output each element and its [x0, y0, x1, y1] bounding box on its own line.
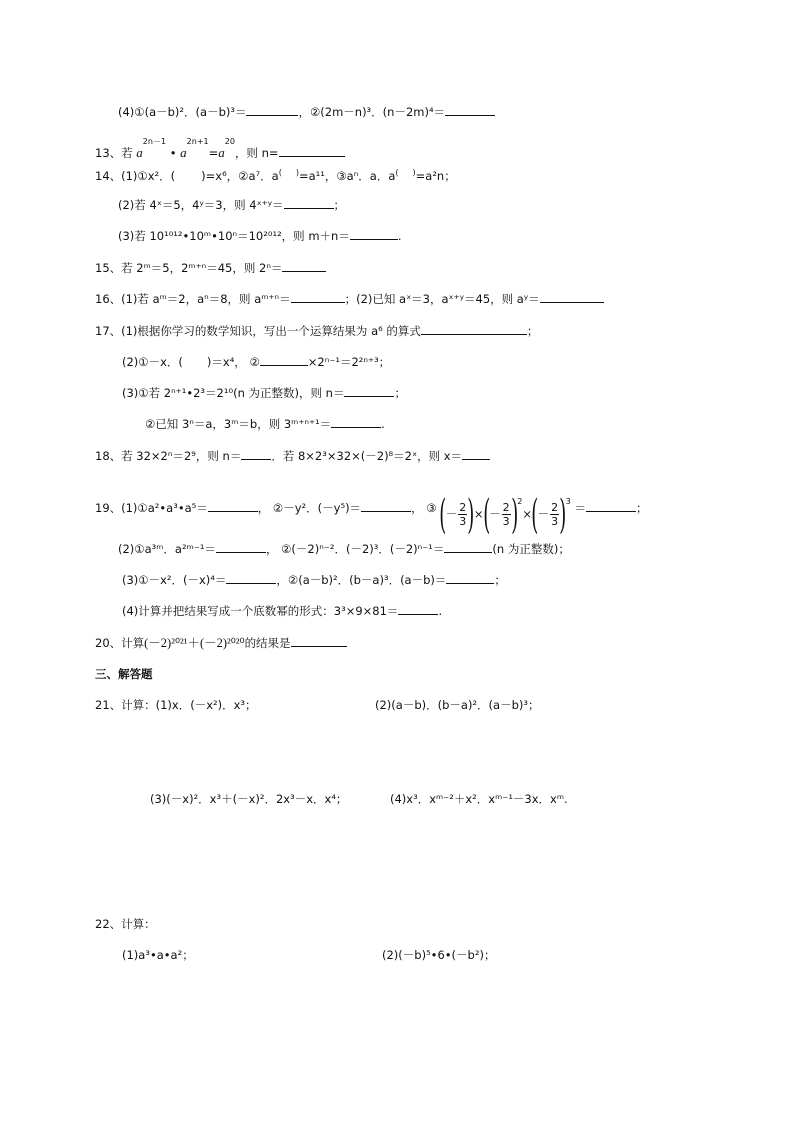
- question-19-part3: (3)①－x²．(－x)⁴＝ ，②(a－b)²．(b－a)³．(a－b)＝ ；: [122, 573, 506, 587]
- answer-blank[interactable]: [284, 197, 334, 209]
- answer-blank[interactable]: [331, 416, 381, 428]
- question-18: 18、若 32×2ⁿ＝2⁹，则 n＝ ．若 8×2³×32×(－2)⁸＝2ˣ，则 x＝: [95, 448, 490, 463]
- answer-blank[interactable]: [350, 228, 398, 240]
- answer-blank[interactable]: [421, 323, 527, 335]
- question-14-part3: (3)若 10¹⁰¹²•10ᵐ•10ⁿ＝10²⁰¹²，则 m＋n＝ .: [118, 229, 402, 243]
- question-20: 20、计算(－2)²⁰²¹＋(－2)²⁰²⁰的结果是: [95, 635, 347, 650]
- question-19-part1: 19、(1)①a²•a³•a⁵＝ ， ②－y²．(－y⁵)＝ ， ③ (－ $\frac{2}{3}$ )×(－ $\frac{2}{3}$ )$^2$×(－ $\frac{2}{3}$ )$^3$ ＝ ；: [95, 482, 647, 535]
- q12-part4: (4)①(a－b)²．(a－b)³＝ ，②(2m－n)³．(n－2m)⁴＝: [118, 104, 495, 119]
- section-3-heading: 三、解答题: [95, 667, 153, 681]
- answer-blank[interactable]: [398, 603, 438, 615]
- question-22: 22、计算：: [95, 917, 156, 931]
- question-14-part2: (2)若 4ˣ＝5，4ʸ＝3，则 4ˣ⁺ʸ＝ ；: [118, 198, 346, 212]
- answer-blank[interactable]: [282, 260, 326, 272]
- question-14-part1: 14、(1)①x²．( )=x⁶，②a⁷．a( )=a¹¹，③aⁿ．a．a( )=a²n；: [95, 168, 456, 183]
- question-17-part1: 17、(1)根据你学习的数学知识，写出一个运算结果为 a⁶ 的算式 ；: [95, 324, 539, 338]
- answer-blank[interactable]: [445, 104, 495, 116]
- answer-blank[interactable]: [260, 354, 308, 366]
- question-17-part4: ②已知 3ⁿ＝a，3ᵐ＝b，则 3ᵐ⁺ⁿ⁺¹＝ .: [145, 417, 385, 431]
- answer-blank[interactable]: [361, 500, 411, 512]
- question-13: 13、若 $a^{2n-1}$ • $a^{2n+1}=a^{20}$，则 n=: [95, 135, 345, 160]
- answer-blank[interactable]: [208, 500, 258, 512]
- fraction-expression: (－ $\frac{2}{3}$ )×(－ $\frac{2}{3}$ )$^2$×(－ $\frac{2}{3}$ )$^3$: [439, 491, 571, 538]
- answer-blank[interactable]: [216, 541, 266, 553]
- answer-blank[interactable]: [586, 500, 636, 512]
- answer-blank[interactable]: [344, 385, 394, 397]
- answer-blank[interactable]: [246, 104, 298, 116]
- question-19-part2: (2)①a³ᵐ．a²ᵐ⁻¹＝ ， ②(－2)ⁿ⁻²．(－2)³．(－2)ⁿ⁻¹＝ (n 为正整数)；: [118, 542, 570, 556]
- answer-blank[interactable]: [444, 541, 492, 553]
- answer-blank[interactable]: [226, 572, 276, 584]
- answer-blank[interactable]: [291, 291, 345, 303]
- question-19-part4: (4)计算并把结果写成一个底数幂的形式：3³×9×81＝ .: [122, 604, 443, 618]
- answer-blank[interactable]: [540, 291, 604, 303]
- question-17-part3: (3)①若 2ⁿ⁺¹•2³＝2¹⁰(n 为正整数)，则 n＝ ；: [122, 386, 406, 400]
- answer-blank[interactable]: [462, 448, 490, 460]
- answer-blank[interactable]: [446, 572, 494, 584]
- question-15: 15、若 2ᵐ＝5，2ᵐ⁺ⁿ＝45，则 2ⁿ＝: [95, 260, 326, 275]
- answer-blank[interactable]: [241, 448, 271, 460]
- answer-blank[interactable]: [291, 635, 347, 647]
- answer-blank[interactable]: [279, 145, 345, 157]
- question-17-part2: (2)①－x．( )＝x⁴， ② ×2ⁿ⁻¹＝2²ⁿ⁺³；: [122, 355, 391, 369]
- question-16: 16、(1)若 aᵐ＝2，aⁿ＝8，则 aᵐ⁺ⁿ＝ ；(2)已知 aˣ＝3，aˣ⁺ʸ＝45，则 aʸ＝: [95, 291, 604, 306]
